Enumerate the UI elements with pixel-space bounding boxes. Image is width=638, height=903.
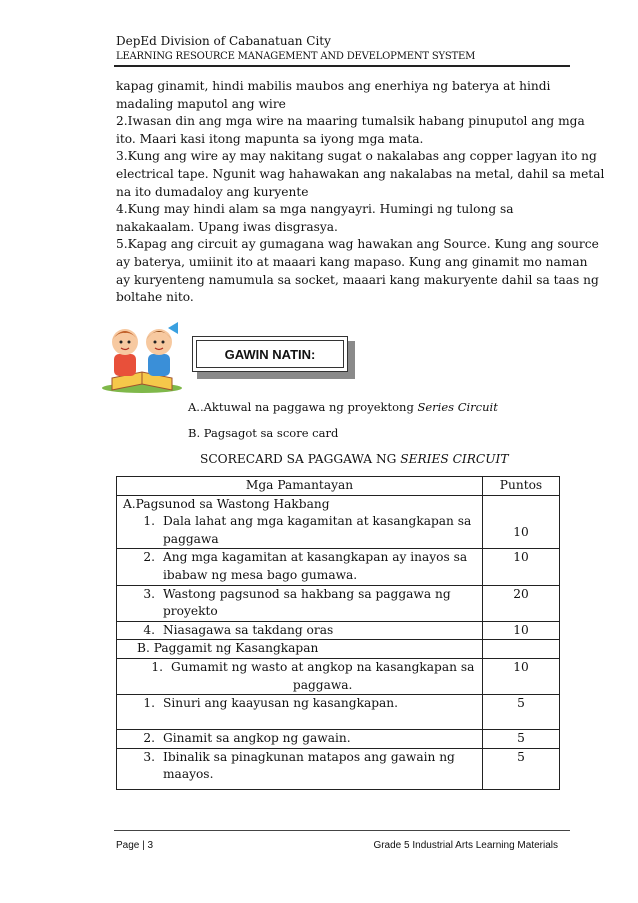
points-value: 5	[517, 731, 525, 746]
body-line: na ito dumadaloy ang kuryente	[116, 184, 309, 199]
activity-a-text: A..Aktuwal na paggawa ng proyektong	[188, 400, 418, 414]
criteria-item	[121, 549, 482, 584]
item-number: 3.	[143, 749, 155, 764]
criteria-item	[121, 730, 482, 748]
item-number: 1.	[151, 659, 163, 674]
table-row	[117, 640, 560, 659]
item-number: 2.	[143, 731, 155, 746]
points-value: 10	[513, 659, 529, 674]
children-reading-illustration	[98, 320, 186, 394]
item-text: Gumamit ng wasto at angkop na kasangkapan sa	[171, 659, 475, 674]
footer-divider	[114, 830, 570, 831]
criteria-item	[121, 513, 482, 548]
item-number: 1.	[143, 696, 155, 711]
scorecard-title	[200, 452, 508, 466]
item-text: Ginamit sa angkop ng gawain.	[163, 731, 351, 746]
table-header-row	[117, 477, 560, 496]
table-row	[117, 495, 560, 549]
header-division: DepEd Division of Cabanatuan City	[116, 34, 331, 48]
body-line: electrical tape. Ngunit wag hahawakan ang nakalabas na metal, dahil sa metal	[116, 166, 605, 181]
table-row	[117, 585, 560, 621]
body-line: ay baterya, umiinit ito at maaari kang mapaso. Kung ang ginamit mo naman	[116, 254, 588, 269]
item-text: Wastong pagsunod sa hakbang sa paggawa ng	[163, 586, 451, 601]
header-divider	[114, 65, 570, 67]
table-row	[117, 748, 560, 789]
table-row	[117, 658, 560, 694]
item-text: maayos.	[163, 767, 214, 782]
item-text: Dala lahat ang mga kagamitan at kasangkapan sa	[163, 514, 472, 529]
body-line: 4.Kung may hindi alam sa mga nangyayri. Humingi ng tulong sa	[116, 202, 514, 217]
criteria-item	[121, 749, 482, 784]
item-number: 2.	[143, 550, 155, 565]
page-number: Page | 3	[116, 840, 154, 851]
body-line: boltahe nito.	[116, 290, 194, 305]
criteria-item	[121, 586, 482, 621]
item-text: proyekto	[163, 604, 218, 619]
item-text: paggawa	[163, 531, 219, 546]
points-value: 5	[517, 749, 525, 764]
scorecard-table	[116, 476, 560, 790]
item-text: Niasagawa sa takdang oras	[163, 622, 334, 637]
body-line: nakakaalam. Upang iwas disgrasya.	[116, 219, 338, 234]
body-line: 2.Iwasan din ang mga wire na maaring tumalsik habang pinuputol ang mga	[116, 114, 585, 129]
body-line: kapag ginamit, hindi mabilis maubos ang enerhiya ng baterya at hindi	[116, 79, 551, 93]
criteria-header: Mga Pamantayan	[117, 477, 483, 496]
activity-a-italic: Series Circuit	[417, 400, 498, 414]
points-value: 5	[517, 696, 525, 711]
item-number: 3.	[143, 586, 155, 601]
item-text: ibabaw ng mesa bago gumawa.	[163, 567, 358, 582]
section-a-label: A.Pagsunod sa Wastong Hakbang	[123, 496, 330, 511]
section-b-label: B. Paggamit ng Kasangkapan	[137, 641, 319, 656]
points-value: 10	[513, 550, 529, 565]
activity-b: B. Pagsagot sa score card	[188, 426, 339, 440]
gawin-natin-box	[192, 336, 348, 372]
item-number: 4.	[143, 622, 155, 637]
body-line: 3.Kung ang wire ay may nakitang sugat o nakalabas ang copper lagyan ito ng	[116, 149, 597, 164]
body-line: madaling maputol ang wire	[116, 96, 286, 111]
item-text: paggawa.	[292, 677, 353, 692]
criteria-item	[121, 659, 482, 694]
table-row	[117, 621, 560, 640]
item-text: Ang mga kagamitan at kasangkapan ay inayos sa	[163, 550, 468, 565]
criteria-item	[121, 622, 482, 640]
scorecard-title-text: SCORECARD SA PAGGAWA NG	[200, 452, 401, 466]
body-line: ay kuryenteng namumula sa socket, maaari kang makuryente dahil sa taas ng	[116, 272, 599, 287]
points-value: 10	[513, 524, 529, 539]
body-line: 5.Kapag ang circuit ay gumagana wag hawakan ang Source. Kung ang source	[116, 237, 599, 252]
header-system: LEARNING RESOURCE MANAGEMENT AND DEVELOPMENT SYSTEM	[116, 51, 476, 62]
table-row	[117, 695, 560, 730]
activity-a	[188, 400, 498, 414]
item-text: Ibinalik sa pinagkunan matapos ang gawain ng	[163, 749, 455, 764]
criteria-item	[121, 695, 482, 713]
points-value: 10	[513, 622, 529, 637]
safety-paragraph	[116, 78, 605, 307]
table-row	[117, 730, 560, 749]
item-number: 1.	[143, 514, 155, 529]
points-header: Puntos	[483, 477, 560, 496]
points-value: 20	[513, 586, 529, 601]
footer-title: Grade 5 Industrial Arts Learning Materials	[373, 840, 558, 851]
gawin-natin-label: GAWIN NATIN:	[224, 346, 316, 362]
table-row	[117, 549, 560, 585]
body-line: ito. Maari kasi itong mapunta sa iyong mga mata.	[116, 131, 424, 146]
scorecard-title-italic: SERIES CIRCUIT	[400, 452, 509, 466]
item-text: Sinuri ang kaayusan ng kasangkapan.	[163, 696, 399, 711]
